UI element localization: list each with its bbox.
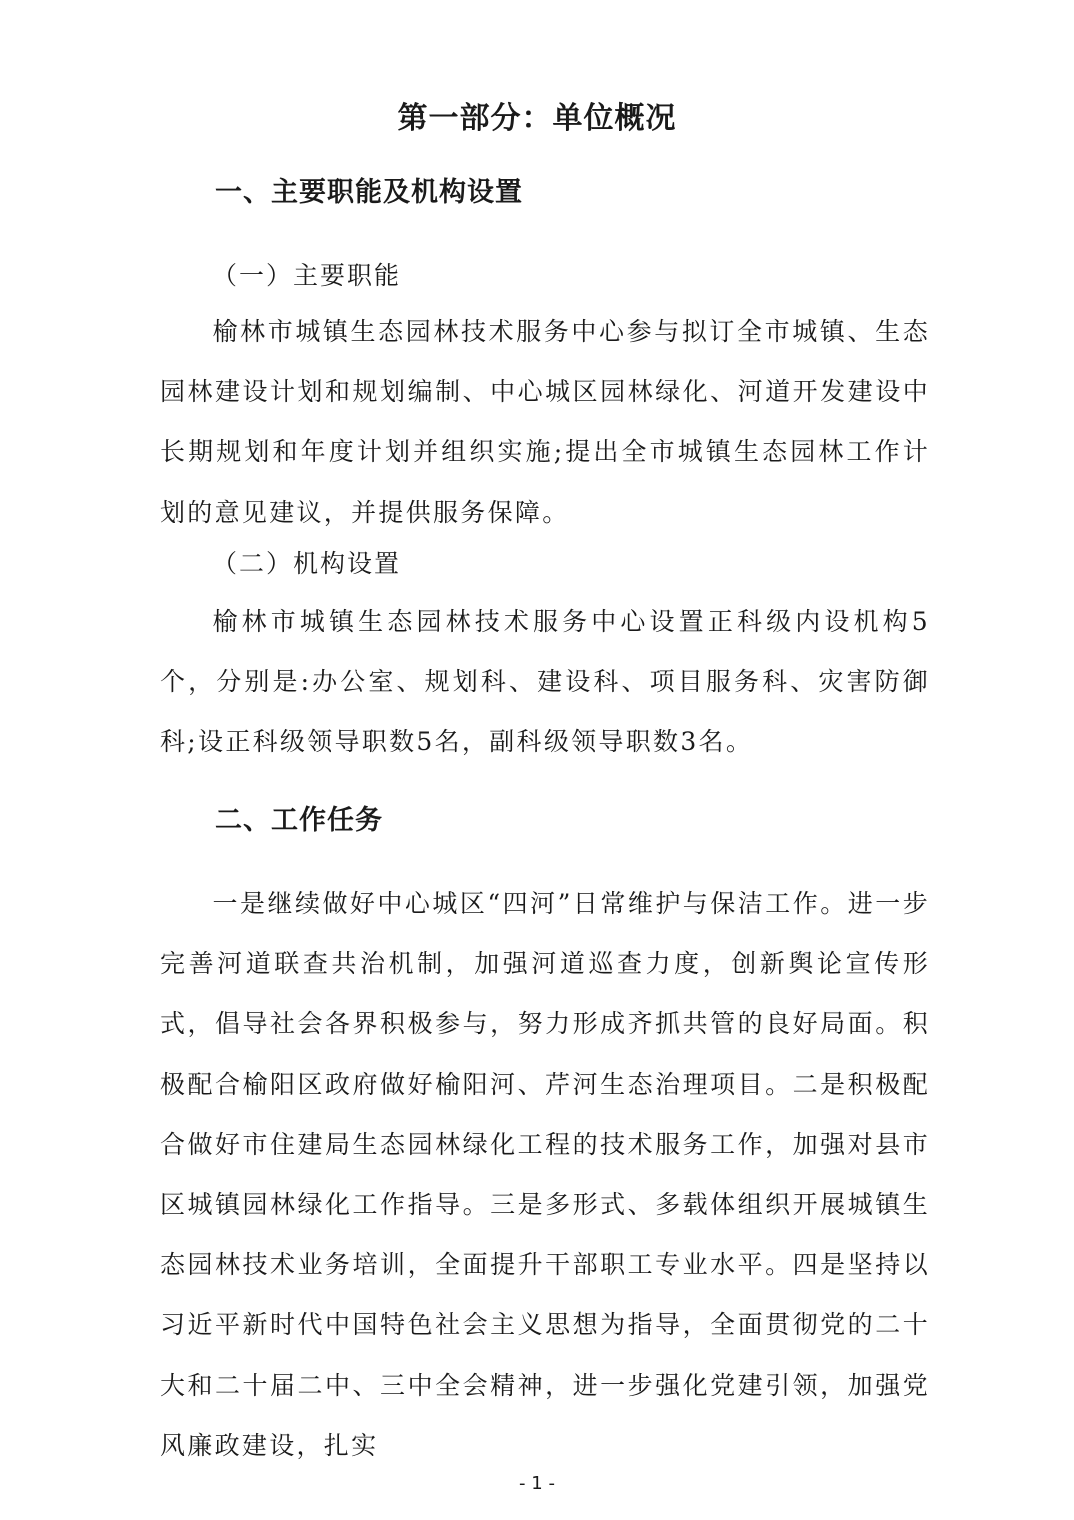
paragraph-work-tasks: 一是继续做好中心城区“四河”日常维护与保洁工作。进一步完善河道联查共治机制，加强河道巡查力度，创新舆论宣传形式，倡导社会各界积极参与，努力形成齐抓共管的良好局面。积极配合榆阳区政府做好榆阳河、芹河生态治理项目。二是积极配合做好市住建局生态园林绿化工程的技术服务工作，加强对县市区城镇园林绿化工作指导。三是多形式、多载体组织开展城镇生态园林技术业务培训，全面提升干部职工专业水平。四是坚持以习近平新时代中国特色社会主义思想为指导，全面贯彻党的二十大和二十届二中、三中全会精神，进一步强化党建引领，加强党风廉政建设，扎实: [160, 889, 930, 1460]
subsection-heading-organization: （二）机构设置: [212, 549, 402, 578]
paragraph-organization: 榆林市城镇生态园林技术服务中心设置正科级内设机构5个，分别是:办公室、规划科、建设科、项目服务科、灾害防御科;设正科级领导职数5名，副科级领导职数3名。: [160, 607, 930, 757]
paragraph-main-functions: 榆林市城镇生态园林技术服务中心参与拟订全市城镇、生态园林建设计划和规划编制、中心城区园林绿化、河道开发建设中长期规划和年度计划并组织实施;提出全市城镇生态园林工作计划的意见建议，并提供服务保障。: [160, 317, 930, 527]
page-number: - 1 -: [519, 1473, 555, 1494]
section-heading-functions: 一、主要职能及机构设置: [215, 177, 523, 208]
section-heading-work-tasks: 二、工作任务: [215, 805, 383, 836]
subsection-heading-main-functions: （一）主要职能: [212, 261, 402, 290]
document-title: 第一部分：单位概况: [397, 101, 677, 136]
